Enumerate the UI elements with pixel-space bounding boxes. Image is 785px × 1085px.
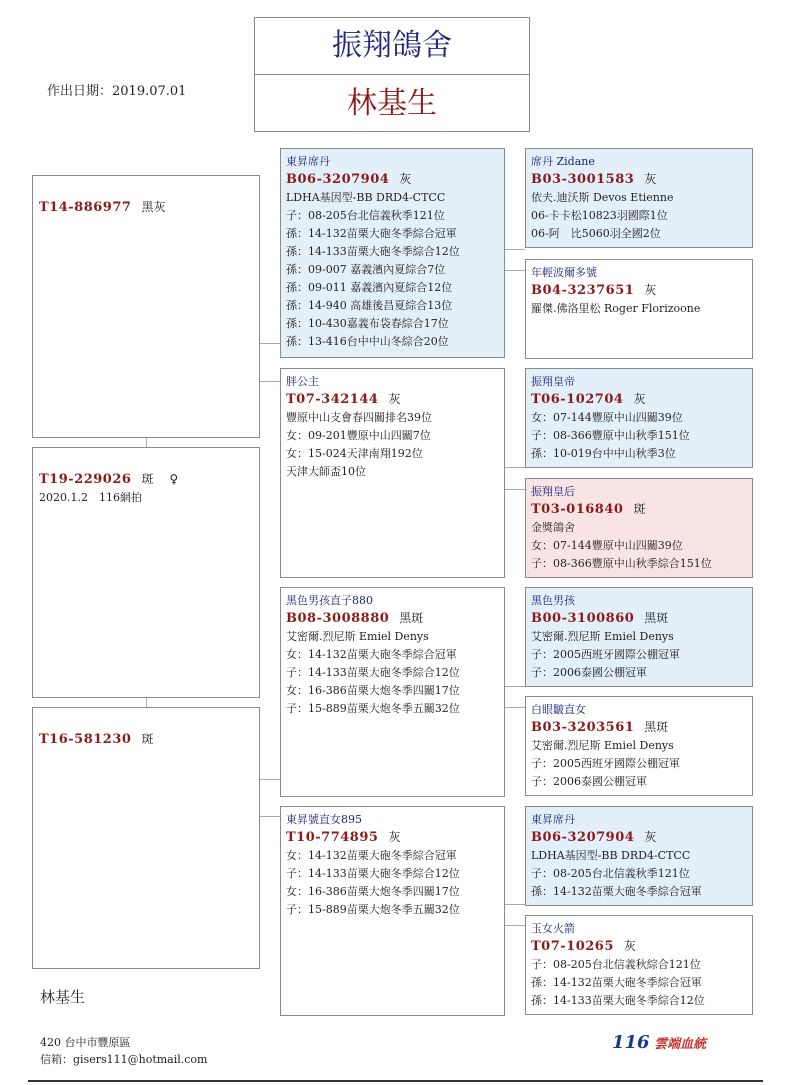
bird-note: 女：07-144豐原中山四關39位 bbox=[531, 539, 683, 552]
bird-color: 灰 bbox=[388, 830, 401, 844]
loft-name: 振翔鴿舍 bbox=[255, 18, 529, 75]
bird-note: 孫：13-416台中中山冬綜合20位 bbox=[286, 335, 449, 348]
bird-color: 灰 bbox=[644, 830, 657, 844]
issue-date: 作出日期：2019.07.01 bbox=[47, 84, 187, 99]
ssd-box bbox=[525, 259, 753, 359]
bird-note: 孫：09-011 嘉義濱內夏綜合12位 bbox=[286, 281, 453, 294]
footer-email: 信箱：gisers111@hotmail.com bbox=[40, 1053, 208, 1066]
bird-note: 孫：14-133苗栗大砲冬季綜合12位 bbox=[531, 994, 705, 1007]
bird-title: 年輕波爾多號 bbox=[531, 266, 597, 279]
bird-note: 子：08-205台北信義秋綜合121位 bbox=[531, 958, 701, 971]
bird-title: 東昇席丹 bbox=[531, 813, 575, 826]
bird-ring: B03-3001583 bbox=[531, 172, 635, 187]
connector bbox=[505, 904, 525, 905]
bird-title: 振翔皇帝 bbox=[531, 375, 575, 388]
bird-note: 子：08-366豐原中山秋季151位 bbox=[531, 429, 690, 442]
dss-box bbox=[525, 587, 753, 687]
subject-info: 2020.1.2 116網拍 bbox=[39, 491, 142, 504]
connector bbox=[505, 925, 525, 926]
sd-box bbox=[280, 368, 505, 578]
bird-note: 孫：14-940 高雄後昌夏綜合13位 bbox=[286, 299, 453, 312]
dam-ring: T16-581230 bbox=[39, 732, 132, 747]
bird-color: 斑 bbox=[633, 502, 646, 516]
bird-note: 艾密爾.烈尼斯 Emiel Denys bbox=[531, 739, 674, 752]
connector bbox=[259, 779, 280, 780]
bird-title: 振翔皇后 bbox=[531, 485, 575, 498]
bird-note: LDHA基因型-BB DRD4-CTCC bbox=[286, 191, 446, 204]
dsd-box bbox=[525, 696, 753, 796]
connector bbox=[505, 467, 525, 468]
bird-note: 孫：14-132苗栗大砲冬季綜合冠軍 bbox=[286, 227, 457, 240]
connector bbox=[505, 686, 525, 687]
dam-color: 斑 bbox=[141, 732, 154, 746]
bird-note: 女：16-386苗栗大炮冬季四關17位 bbox=[286, 684, 460, 697]
bird-note: 子：2005西班牙國際公棚冠軍 bbox=[531, 757, 680, 770]
bird-color: 灰 bbox=[633, 392, 646, 406]
bird-color: 黑斑 bbox=[644, 720, 669, 734]
bird-note: 女：16-386苗栗大炮冬季四關17位 bbox=[286, 885, 460, 898]
sire-box bbox=[32, 175, 260, 438]
ss-box bbox=[280, 148, 505, 358]
bird-ring: B08-3008880 bbox=[286, 611, 390, 626]
bird-note: 子：15-889苗栗大炮冬季五關32位 bbox=[286, 702, 460, 715]
bird-ring: B04-3237651 bbox=[531, 283, 635, 298]
bird-ring: B03-3203561 bbox=[531, 720, 635, 735]
bird-note: 孫：14-133苗栗大砲冬季綜合12位 bbox=[286, 245, 460, 258]
bird-note: 子：2006泰國公棚冠軍 bbox=[531, 775, 647, 788]
bird-note: 子：14-133苗栗大砲冬季綜合12位 bbox=[286, 666, 460, 679]
bird-ring: T07-10265 bbox=[531, 939, 614, 954]
subject-ring: T19-229026 bbox=[39, 472, 132, 487]
bird-note: 子：08-205台北信義秋季121位 bbox=[286, 209, 445, 222]
subject-box bbox=[32, 447, 260, 698]
bird-ring: T03-016840 bbox=[531, 502, 624, 517]
connector bbox=[505, 489, 525, 490]
sds-box bbox=[525, 368, 753, 468]
bird-title: 東昇席丹 bbox=[286, 155, 330, 168]
bird-note: 子：08-366豐原中山秋季綜合151位 bbox=[531, 557, 712, 570]
dd-box bbox=[280, 806, 505, 1016]
bird-note: 子：15-889苗栗大炮冬季五關32位 bbox=[286, 903, 460, 916]
sss-box bbox=[525, 148, 753, 248]
bird-color: 灰 bbox=[399, 172, 412, 186]
subject-color: 斑 bbox=[141, 472, 154, 486]
bird-ring: B00-3100860 bbox=[531, 611, 635, 626]
sire-ring: T14-886977 bbox=[39, 200, 132, 215]
connector bbox=[146, 697, 147, 707]
connector bbox=[146, 437, 147, 447]
bird-color: 灰 bbox=[388, 392, 401, 406]
connector bbox=[259, 816, 280, 817]
bird-ring: T06-102704 bbox=[531, 392, 624, 407]
bird-note: 孫：14-132苗栗大砲冬季綜合冠軍 bbox=[531, 976, 702, 989]
bird-note: 羅傑.佛洛里松 Roger Florizoone bbox=[531, 302, 701, 315]
bird-note: 孫：14-132苗栗大砲冬季綜合冠軍 bbox=[531, 885, 702, 898]
bird-note: 06-卡卡松10823羽國際1位 bbox=[531, 209, 668, 222]
brand-number: 116 bbox=[612, 1032, 650, 1053]
bird-title: 玉女火箭 bbox=[531, 922, 575, 935]
brand-logo bbox=[612, 1032, 706, 1053]
bird-color: 黑斑 bbox=[399, 611, 424, 625]
ds-box bbox=[280, 587, 505, 797]
bird-title: 白眼皺直女 bbox=[531, 703, 586, 716]
sire-color: 黑灰 bbox=[141, 200, 166, 214]
connector bbox=[505, 707, 525, 708]
bird-ring: B06-3207904 bbox=[531, 830, 635, 845]
bird-color: 黑斑 bbox=[644, 611, 669, 625]
bird-note: 女：14-132苗栗大砲冬季綜合冠軍 bbox=[286, 849, 457, 862]
bird-note: 孫：10-019台中中山秋季3位 bbox=[531, 447, 676, 460]
bird-note: 女：15-024天津南翔192位 bbox=[286, 447, 423, 460]
dds-box bbox=[525, 806, 753, 906]
bird-ring: T10-774895 bbox=[286, 830, 379, 845]
bird-color: 灰 bbox=[644, 172, 657, 186]
bird-note: 艾密爾.烈尼斯 Emiel Denys bbox=[286, 630, 429, 643]
bird-note: LDHA基因型-BB DRD4-CTCC bbox=[531, 849, 691, 862]
connector bbox=[505, 249, 525, 250]
bird-note: 孫：10-430嘉義布袋春綜合17位 bbox=[286, 317, 449, 330]
footer-address: 420 台中市豐原區 bbox=[40, 1036, 131, 1049]
bottom-divider bbox=[28, 1080, 763, 1082]
bird-color: 灰 bbox=[623, 939, 636, 953]
subject-sex: ♀ bbox=[169, 472, 179, 486]
ddd-box bbox=[525, 915, 753, 1015]
bird-note: 豐原中山支會春四關排名39位 bbox=[286, 411, 432, 424]
connector bbox=[259, 343, 280, 344]
bird-note: 子：08-205台北信義秋季121位 bbox=[531, 867, 690, 880]
bird-note: 子：14-133苗栗大砲冬季綜合12位 bbox=[286, 867, 460, 880]
bird-note: 06-阿 比5060羽全國2位 bbox=[531, 227, 661, 240]
bird-title: 東昇號直女895 bbox=[286, 813, 362, 826]
bird-note: 子：2006泰國公棚冠軍 bbox=[531, 666, 647, 679]
bird-note: 天津大師盃10位 bbox=[286, 465, 366, 478]
connector bbox=[505, 270, 525, 271]
sdd-box bbox=[525, 478, 753, 578]
bird-note: 子：2005西班牙國際公棚冠軍 bbox=[531, 648, 680, 661]
dam-box bbox=[32, 707, 260, 969]
bird-ring: B06-3207904 bbox=[286, 172, 390, 187]
bird-title: 席丹 Zidane bbox=[531, 155, 595, 168]
bird-title: 黑色男孩直子880 bbox=[286, 594, 373, 607]
bird-note: 女：09-201豐原中山四關7位 bbox=[286, 429, 431, 442]
bird-note: 女：07-144豐原中山四關39位 bbox=[531, 411, 683, 424]
connector bbox=[259, 381, 280, 382]
brand-text: 雲端血統 bbox=[654, 1037, 707, 1052]
bird-note: 金獎鴿舍 bbox=[531, 521, 575, 534]
loft-header-box bbox=[254, 17, 530, 132]
bird-note: 艾密爾.烈尼斯 Emiel Denys bbox=[531, 630, 674, 643]
bird-title: 黑色男孩 bbox=[531, 594, 575, 607]
bird-ring: T07-342144 bbox=[286, 392, 379, 407]
bird-note: 孫：09-007 嘉義濱內夏綜合7位 bbox=[286, 263, 446, 276]
bird-note: 女：14-132苗栗大砲冬季綜合冠軍 bbox=[286, 648, 457, 661]
bird-title: 胖公主 bbox=[286, 375, 319, 388]
footer-owner: 林基生 bbox=[40, 988, 86, 1006]
bird-color: 灰 bbox=[644, 283, 657, 297]
bird-note: 依夫.迪沃斯 Devos Etienne bbox=[531, 191, 674, 204]
owner-name: 林基生 bbox=[347, 86, 437, 121]
